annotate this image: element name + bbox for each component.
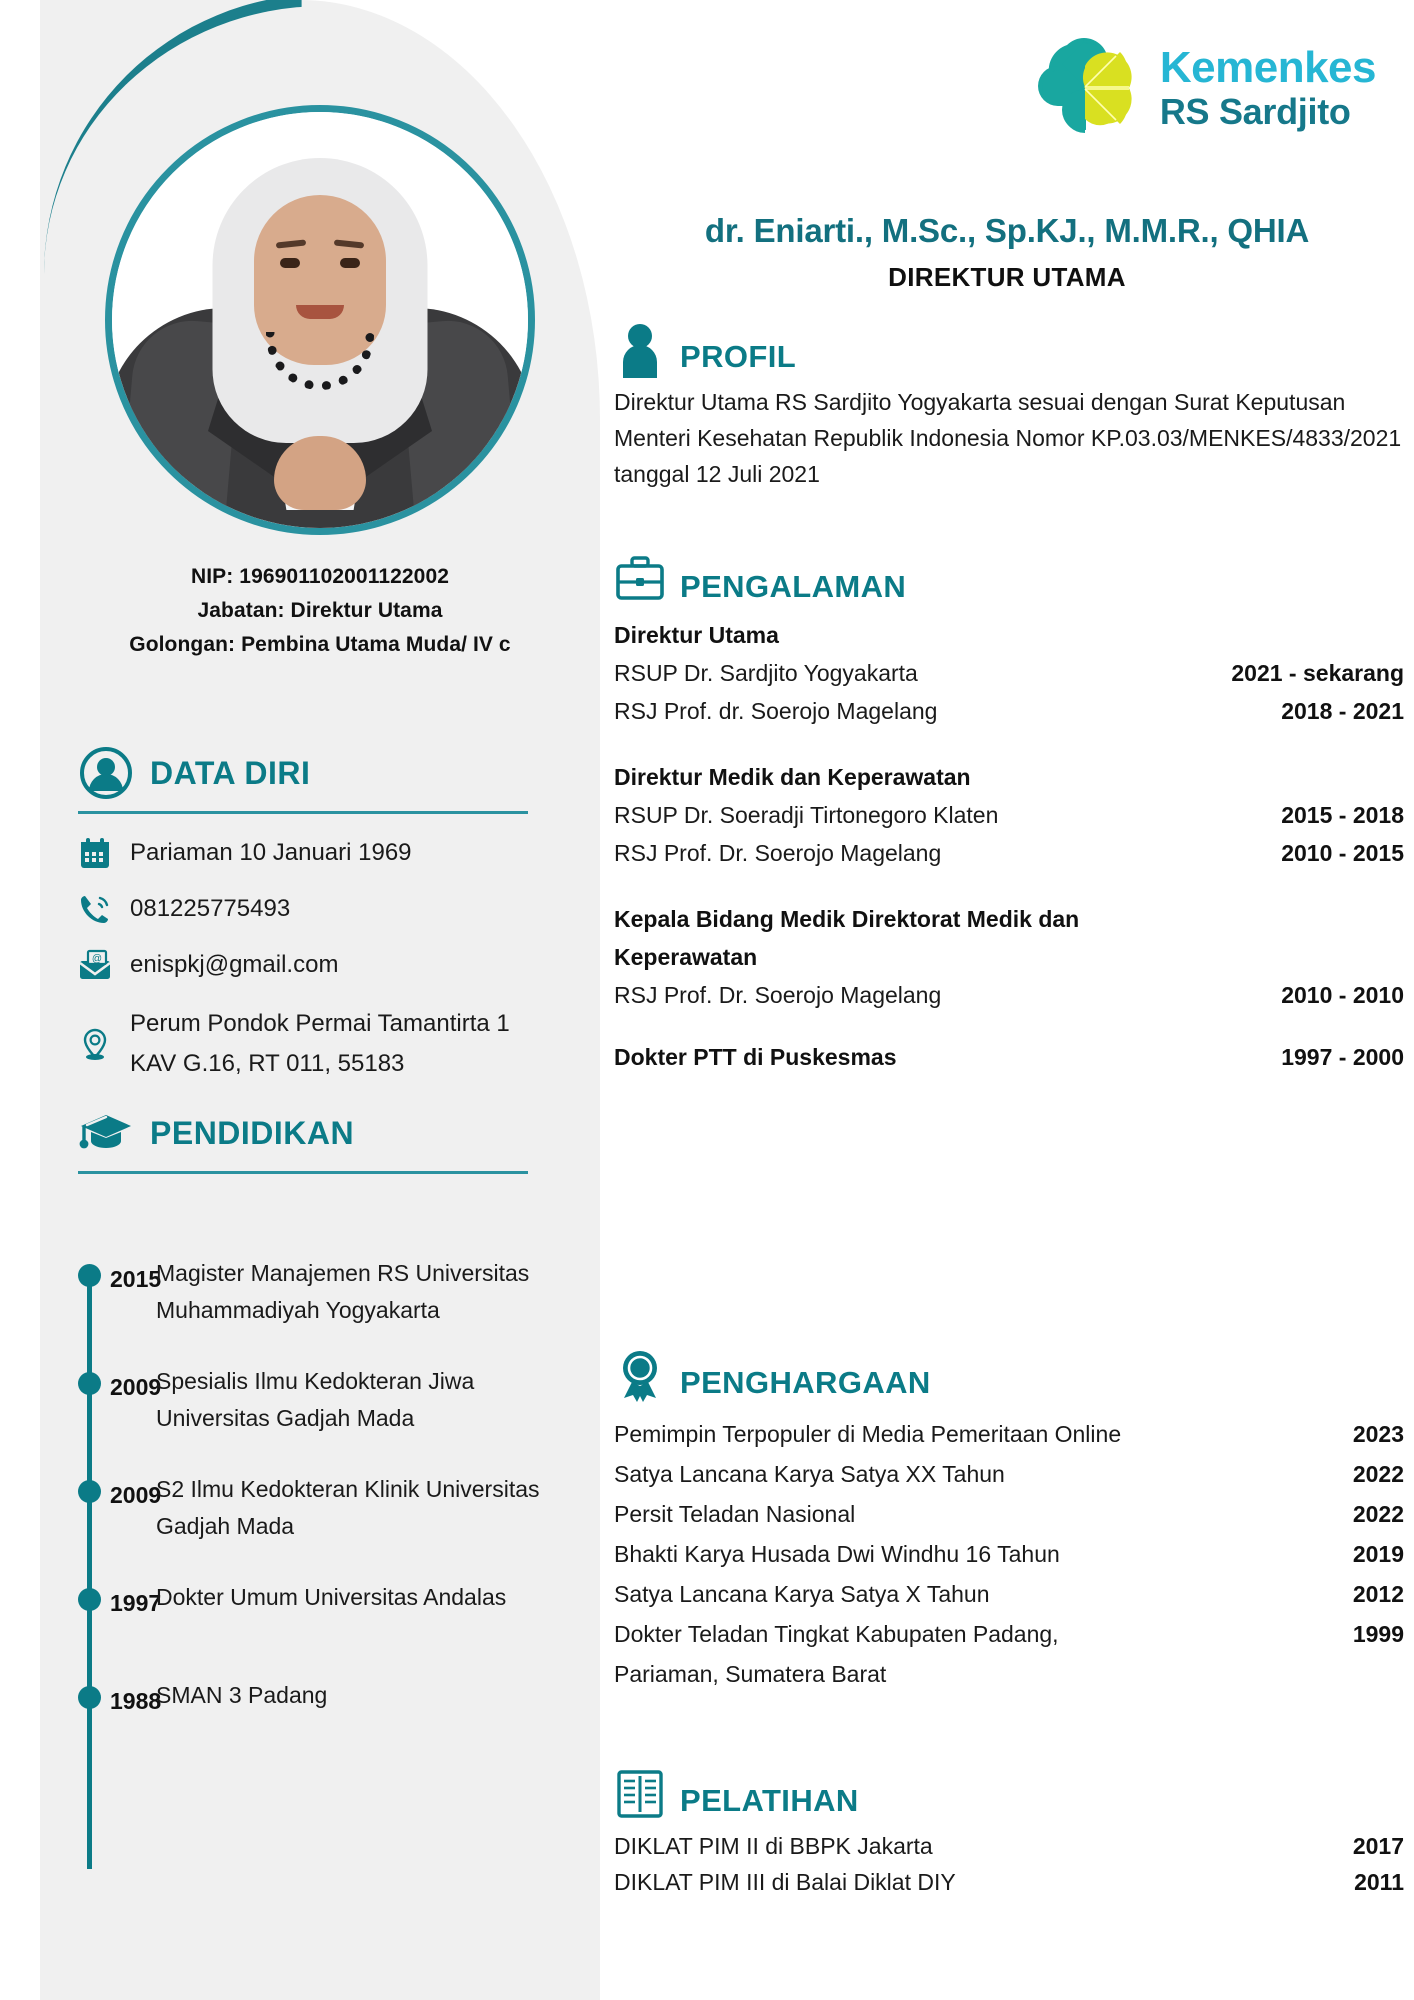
section-data-diri (78, 745, 548, 1084)
experience-date: 2010 - 2015 (1281, 840, 1404, 866)
photo-ring-border (105, 105, 535, 535)
timeline-spine (87, 1269, 92, 1869)
experience-row (614, 796, 1404, 834)
penghargaan-heading (614, 1348, 1404, 1404)
svg-text:@: @ (91, 953, 103, 965)
award-row (614, 1534, 1404, 1574)
education-text: Spesialis Ilmu Kedokteran Jiwa Universitas Gadjah Mada (156, 1368, 475, 1431)
jabatan-text: Jabatan: Direktur Utama (197, 599, 443, 622)
open-book-icon (614, 1766, 666, 1822)
award-name: Satya Lancana Karya Satya X Tahun (614, 1581, 990, 1607)
page-title: dr. Eniarti., M.Sc., Sp.KJ., M.M.R., QHIA (704, 212, 1310, 249)
timeline-dot-icon (78, 1372, 101, 1395)
graduation-cap-icon (78, 1105, 134, 1161)
section-profil (614, 322, 1404, 492)
data-diri-heading (78, 745, 548, 801)
training-row (614, 1828, 1404, 1864)
experience-group (614, 758, 1404, 872)
pendidikan-label: PENDIDIKAN (150, 1114, 355, 1151)
pelatihan-label: PELATIHAN (680, 1783, 859, 1818)
award-name: Dokter Teladan Tingkat Kabupaten Padang, (614, 1621, 1059, 1647)
profil-text: Direktur Utama RS Sardjito Yogyakarta sesuai dengan Surat Keputusan Menteri Kesehatan Republik Indonesia Nomor KP.03.03/MENKES/4833/2021 tanggal 12 Juli 2021 (614, 389, 1402, 487)
experience-date: 1997 - 2000 (1281, 1044, 1404, 1070)
header-name-block (600, 212, 1414, 293)
experience-row (614, 834, 1404, 872)
education-text: Magister Manajemen RS Universitas Muhammadiyah Yogyakarta (156, 1260, 530, 1323)
portrait-image (112, 112, 528, 528)
role-subtitle: DIREKTUR UTAMA (888, 262, 1126, 292)
logo-wordmark (1159, 43, 1376, 132)
experience-row (614, 654, 1404, 692)
experience-group (614, 1038, 1404, 1076)
experience-title: Dokter PTT di Puskesmas (614, 1044, 897, 1070)
experience-date: 2010 - 2010 (1281, 982, 1404, 1008)
user-circle-icon (78, 745, 134, 801)
pengalaman-label: PENGALAMAN (680, 569, 907, 604)
profil-heading (614, 322, 1404, 378)
experience-org: RSJ Prof. Dr. Soerojo Magelang (614, 982, 942, 1008)
address-line-2: KAV G.16, RT 011, 55183 (130, 1050, 405, 1077)
award-row (614, 1414, 1404, 1454)
experience-title: Direktur Utama (614, 622, 779, 648)
main-content-area (600, 0, 1414, 2000)
timeline-dot-icon (78, 1480, 101, 1503)
penghargaan-label: PENGHARGAAN (680, 1365, 931, 1400)
birth-place-date-text: Pariaman 10 Januari 1969 (130, 839, 412, 866)
education-timeline (78, 1255, 548, 1775)
award-year: 2022 (1352, 1461, 1404, 1487)
email-icon (78, 948, 112, 982)
address-line-1: Perum Pondok Permai Tamantirta 1 (130, 1010, 510, 1037)
award-name: Bhakti Karya Husada Dwi Windhu 16 Tahun (614, 1541, 1060, 1567)
experience-org: RSUP Dr. Soeradji Tirtonegoro Klaten (614, 802, 999, 828)
pengalaman-heading (614, 552, 1404, 608)
phone-number-text: 081225775493 (130, 895, 291, 922)
training-name: DIKLAT PIM II di BBPK Jakarta (614, 1833, 933, 1859)
experience-title: Kepala Bidang Medik Direktorat Medik dan Keperawatan (614, 906, 1080, 970)
profile-photo (105, 105, 535, 535)
training-year: 2017 (1352, 1833, 1404, 1859)
award-year: 2012 (1352, 1581, 1404, 1607)
contact-row-address (78, 1004, 548, 1084)
timeline-dot-icon (78, 1686, 101, 1709)
award-year: 2022 (1352, 1501, 1404, 1527)
training-row (614, 1864, 1404, 1900)
contact-row-birth (78, 836, 548, 870)
education-text: Dokter Umum Universitas Andalas (156, 1584, 507, 1610)
timeline-dot-icon (78, 1264, 101, 1287)
experience-row (614, 692, 1404, 730)
location-pin-icon (78, 1027, 112, 1061)
experience-group (614, 900, 1404, 1014)
experience-org: RSUP Dr. Sardjito Yogyakarta (614, 660, 918, 686)
section-pelatihan (614, 1766, 1404, 1900)
award-year: 1999 (1352, 1621, 1404, 1647)
calendar-icon (78, 836, 112, 870)
experience-date: 2015 - 2018 (1281, 802, 1404, 828)
experience-group (614, 616, 1404, 730)
experience-row (614, 1038, 1404, 1076)
award-year: 2023 (1352, 1421, 1404, 1447)
experience-title: Direktur Medik dan Keperawatan (614, 764, 971, 790)
address-text (130, 1004, 510, 1084)
person-icon (614, 322, 666, 378)
email-address-text: enispkj@gmail.com (130, 951, 339, 978)
contact-row-phone[interactable] (78, 892, 548, 926)
section-pengalaman (614, 552, 1404, 1076)
training-name: DIKLAT PIM III di Balai Diklat DIY (614, 1869, 956, 1895)
timeline-item (78, 1255, 548, 1329)
briefcase-icon (614, 552, 666, 608)
experience-date: 2018 - 2021 (1281, 698, 1404, 724)
award-year: 2019 (1352, 1541, 1404, 1567)
experience-org: RSJ Prof. Dr. Soerojo Magelang (614, 840, 942, 866)
golongan-text: Golongan: Pembina Utama Muda/ IV c (129, 633, 511, 656)
experience-row (614, 976, 1404, 1014)
identity-block (60, 560, 580, 662)
education-text: S2 Ilmu Kedokteran Klinik Universitas Gadjah Mada (156, 1476, 540, 1539)
section-penghargaan (614, 1348, 1404, 1694)
experience-date: 2021 - sekarang (1231, 660, 1404, 686)
logo-line-1: Kemenkes (1159, 43, 1376, 92)
phone-icon (78, 892, 112, 926)
logo-line-2: RS Sardjito (1159, 91, 1351, 132)
education-year: 2009 (110, 1482, 162, 1508)
pendidikan-heading (78, 1105, 548, 1161)
award-row (614, 1454, 1404, 1494)
kemenkes-logo (1028, 30, 1376, 146)
award-name: Persit Teladan Nasional (614, 1501, 856, 1527)
profil-label: PROFIL (680, 339, 797, 374)
timeline-item (78, 1471, 548, 1545)
timeline-item (78, 1579, 548, 1643)
award-ribbon-icon (614, 1348, 666, 1404)
award-name: Satya Lancana Karya Satya XX Tahun (614, 1461, 1005, 1487)
timeline-item (78, 1363, 548, 1437)
education-year: 2015 (110, 1266, 162, 1292)
data-diri-label: DATA DIRI (150, 754, 311, 791)
timeline-dot-icon (78, 1588, 101, 1611)
training-year: 2011 (1354, 1869, 1404, 1895)
pelatihan-heading (614, 1766, 1404, 1822)
award-row (614, 1614, 1404, 1654)
education-text: SMAN 3 Padang (156, 1682, 328, 1708)
award-name: Pemimpin Terpopuler di Media Pemeritaan Online (614, 1421, 1122, 1447)
kemenkes-flower-logo-icon (1028, 30, 1144, 146)
award-row (614, 1574, 1404, 1614)
contact-row-email[interactable] (78, 948, 548, 982)
education-year: 2009 (110, 1374, 162, 1400)
nip-text: NIP: 196901102001122002 (190, 565, 450, 588)
award-row (614, 1494, 1404, 1534)
award-name-continuation: Pariaman, Sumatera Barat (614, 1661, 887, 1687)
education-year: 1988 (110, 1688, 162, 1714)
pendidikan-divider (78, 1171, 528, 1174)
experience-org: RSJ Prof. dr. Soerojo Magelang (614, 698, 938, 724)
section-pendidikan (78, 1105, 548, 1174)
data-diri-divider (78, 811, 528, 814)
education-year: 1997 (110, 1590, 162, 1616)
timeline-item (78, 1677, 548, 1741)
